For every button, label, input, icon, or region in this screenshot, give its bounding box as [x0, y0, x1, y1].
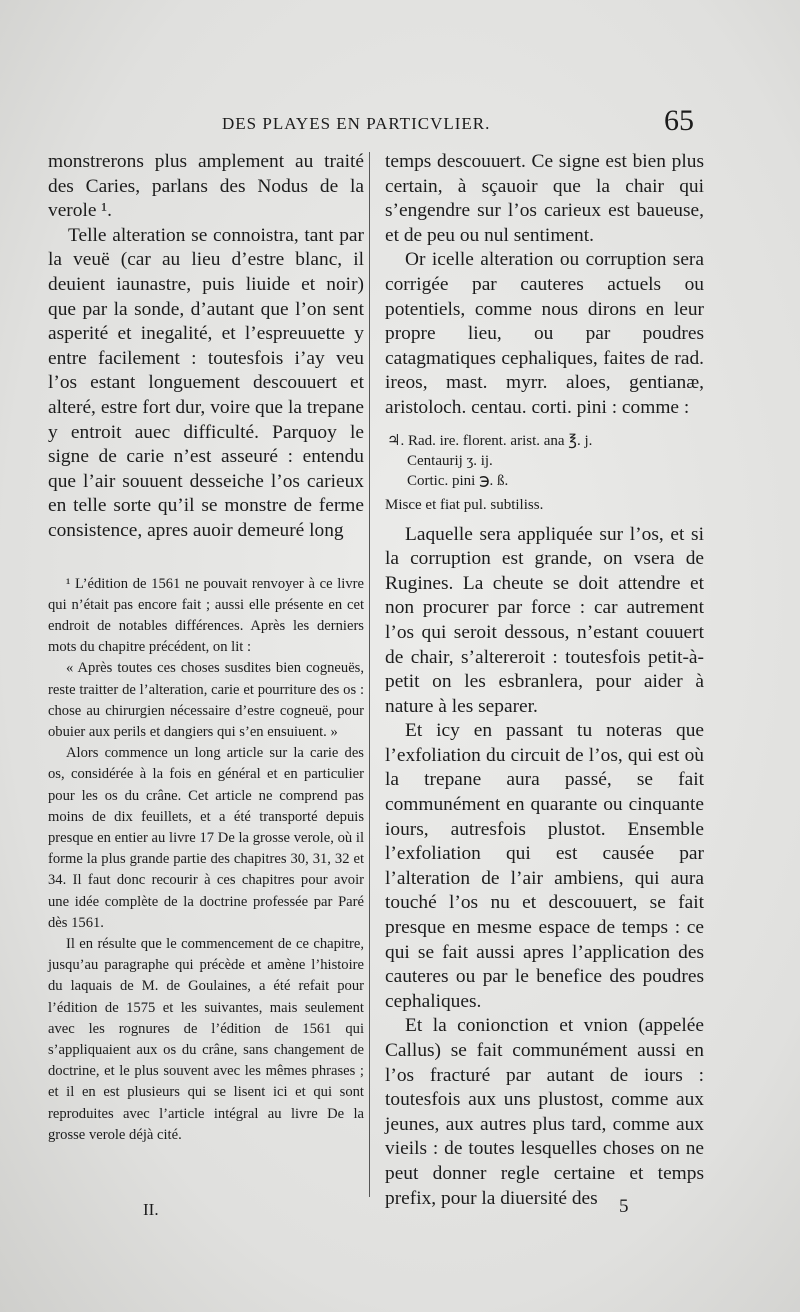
right-paragraph: Or icelle alteration ou corruption sera corrigée par cauteres actuels ou potentiels, comme nous dirons en leur propre lieu, ou par poudres catagmatiques cephaliques, faites de rad. ireos, mast. myrr. aloes, gentianæ, aristoloch. centau. corti. pini : comme : [385, 249, 704, 418]
recipe-line: Centaurij ʒ. ij. [407, 452, 493, 469]
left-paragraph: Telle alteration se connoistra, tant par la veuë (car au lieu d’estre blanc, il deuient iaunastre, puis liuide et noir) que par la sonde, d’autant que l’on sent asperité et inegalité, et l’espreuuette y entre facilement : toutesfois i’ay veu l’os estant longuement descouuert et alteré, estre fort dur, voire que la trepane y entroit auec difficulté. Parquoy le signe de carie n’est asseuré : entendu que l’air souuent desseiche l’os carieux en telle sorte qu’il se monstre de ferme consistence, apres auoir demeuré long [48, 224, 364, 541]
footnote-paragraph: Il en résulte que le commencement de ce chapitre, jusqu’au paragraphe qui précède et amène l’histoire du laquais de M. de Goulaines, a été refait pour l’édition de 1575 et les suivantes, mais seulement avec les rognures de l’édition de 1561 qui s’appliquaient aux os du crâne, sans changement de doctrine, et le plus souvent avec les mêmes phrases ; et il en est plusieurs qui se lisent ici et qui sont reproduites avec l’article intégral au livre De la grosse verole déjà cité. [48, 935, 364, 1143]
recipe-block [385, 431, 704, 515]
volume-folio: II. [143, 1200, 159, 1219]
page-number: 65 [664, 104, 694, 137]
footnotes [48, 574, 364, 1146]
running-head: DES PLAYES EN PARTICVLIER. [222, 114, 491, 133]
recipe-line: Cortic. pini ℈. ß. [407, 472, 509, 489]
left-body-text [48, 150, 364, 544]
right-paragraph: Laquelle sera appliquée sur l’os, et si la corruption est grande, on vsera de Rugines. La cheute se doit attendre et non procurer par force : car autrement l’os qui seroit dessous, n’estant couuert de chair, s’altereroit : toutesfois petit-à-petit on les esbranlera, pour aider à nature à les separer. [385, 523, 704, 717]
right-body-text-bottom [385, 523, 704, 1212]
page-header [0, 104, 800, 144]
left-paragraph: monstrerons plus amplement au traité des Caries, parlans des Nodus de la verole ¹. [48, 151, 364, 222]
footnote-paragraph: ¹ L’édition de 1561 ne pouvait renvoyer à ce livre qui n’était pas encore fait ; aussi elle présente en cet endroit de notables différences. Après les derniers mots du chapitre précédent, on lit : [48, 575, 364, 656]
right-body-text-top [385, 150, 704, 421]
left-column [48, 150, 364, 1146]
footnote-paragraph: « Après toutes ces choses susdites bien cogneuës, reste traitter de l’alteration, carie et pourriture des os : chose au chirurgien nécessaire d’estre cogneuë, pour obuier aux perils et dangiers qui s’en ensuiuent. » [48, 660, 364, 740]
right-column [385, 150, 704, 1211]
signature-mark: 5 [619, 1196, 629, 1217]
column-divider [369, 152, 370, 1197]
right-paragraph: temps descouuert. Ce signe est bien plus certain, à sçauoir que la chair qui s’engendre sur l’os carieux est baueuse, et de peu ou nul sentiment. [385, 151, 704, 246]
recipe-line: Misce et fiat pul. subtiliss. [385, 496, 544, 513]
right-paragraph: Et icy en passant tu noteras que l’exfoliation du circuit de l’os, qui est où la trepane aura passé, se fait communément en quarante ou cinquante iours, autresfois plustot. Ensemble l’exfoliation qui est causée par l’alteration de l’air ambiens, qui aura touché l’os nu et descouuert, se fait presque en mesme espace de temps : ce qui se fait aussi apres l’application des cauteres ou par le benefice des poudres cephaliques. [385, 720, 704, 1012]
footnote-paragraph: Alors commence un long article sur la carie des os, considérée à la fois en général et en particulier pour les os du crâne. Cet article ne comprend pas moins de dix feuillets, et a été transporté depuis presque en entier au livre 17 De la grosse verole, où il forme la plus grande partie des chapitres 30, 31, 32 et 34. Il faut donc recourir à ces chapitres pour avoir une idée complète de la doctrine professée par Paré dès 1561. [48, 745, 364, 931]
recipe-line: ♃. Rad. ire. florent. arist. ana ℥. j. [387, 432, 593, 449]
right-paragraph: Et la conionction et vnion (appelée Callus) se fait communément aussi en l’os fracturé par autant de iours : toutesfois aux uns plustost, comme aux jeunes, aux autres plus tard, comme aux vieils : de toutes lesquelles choses on ne peut donner regle certaine et temps prefix, pour la diuersité des [385, 1015, 704, 1209]
